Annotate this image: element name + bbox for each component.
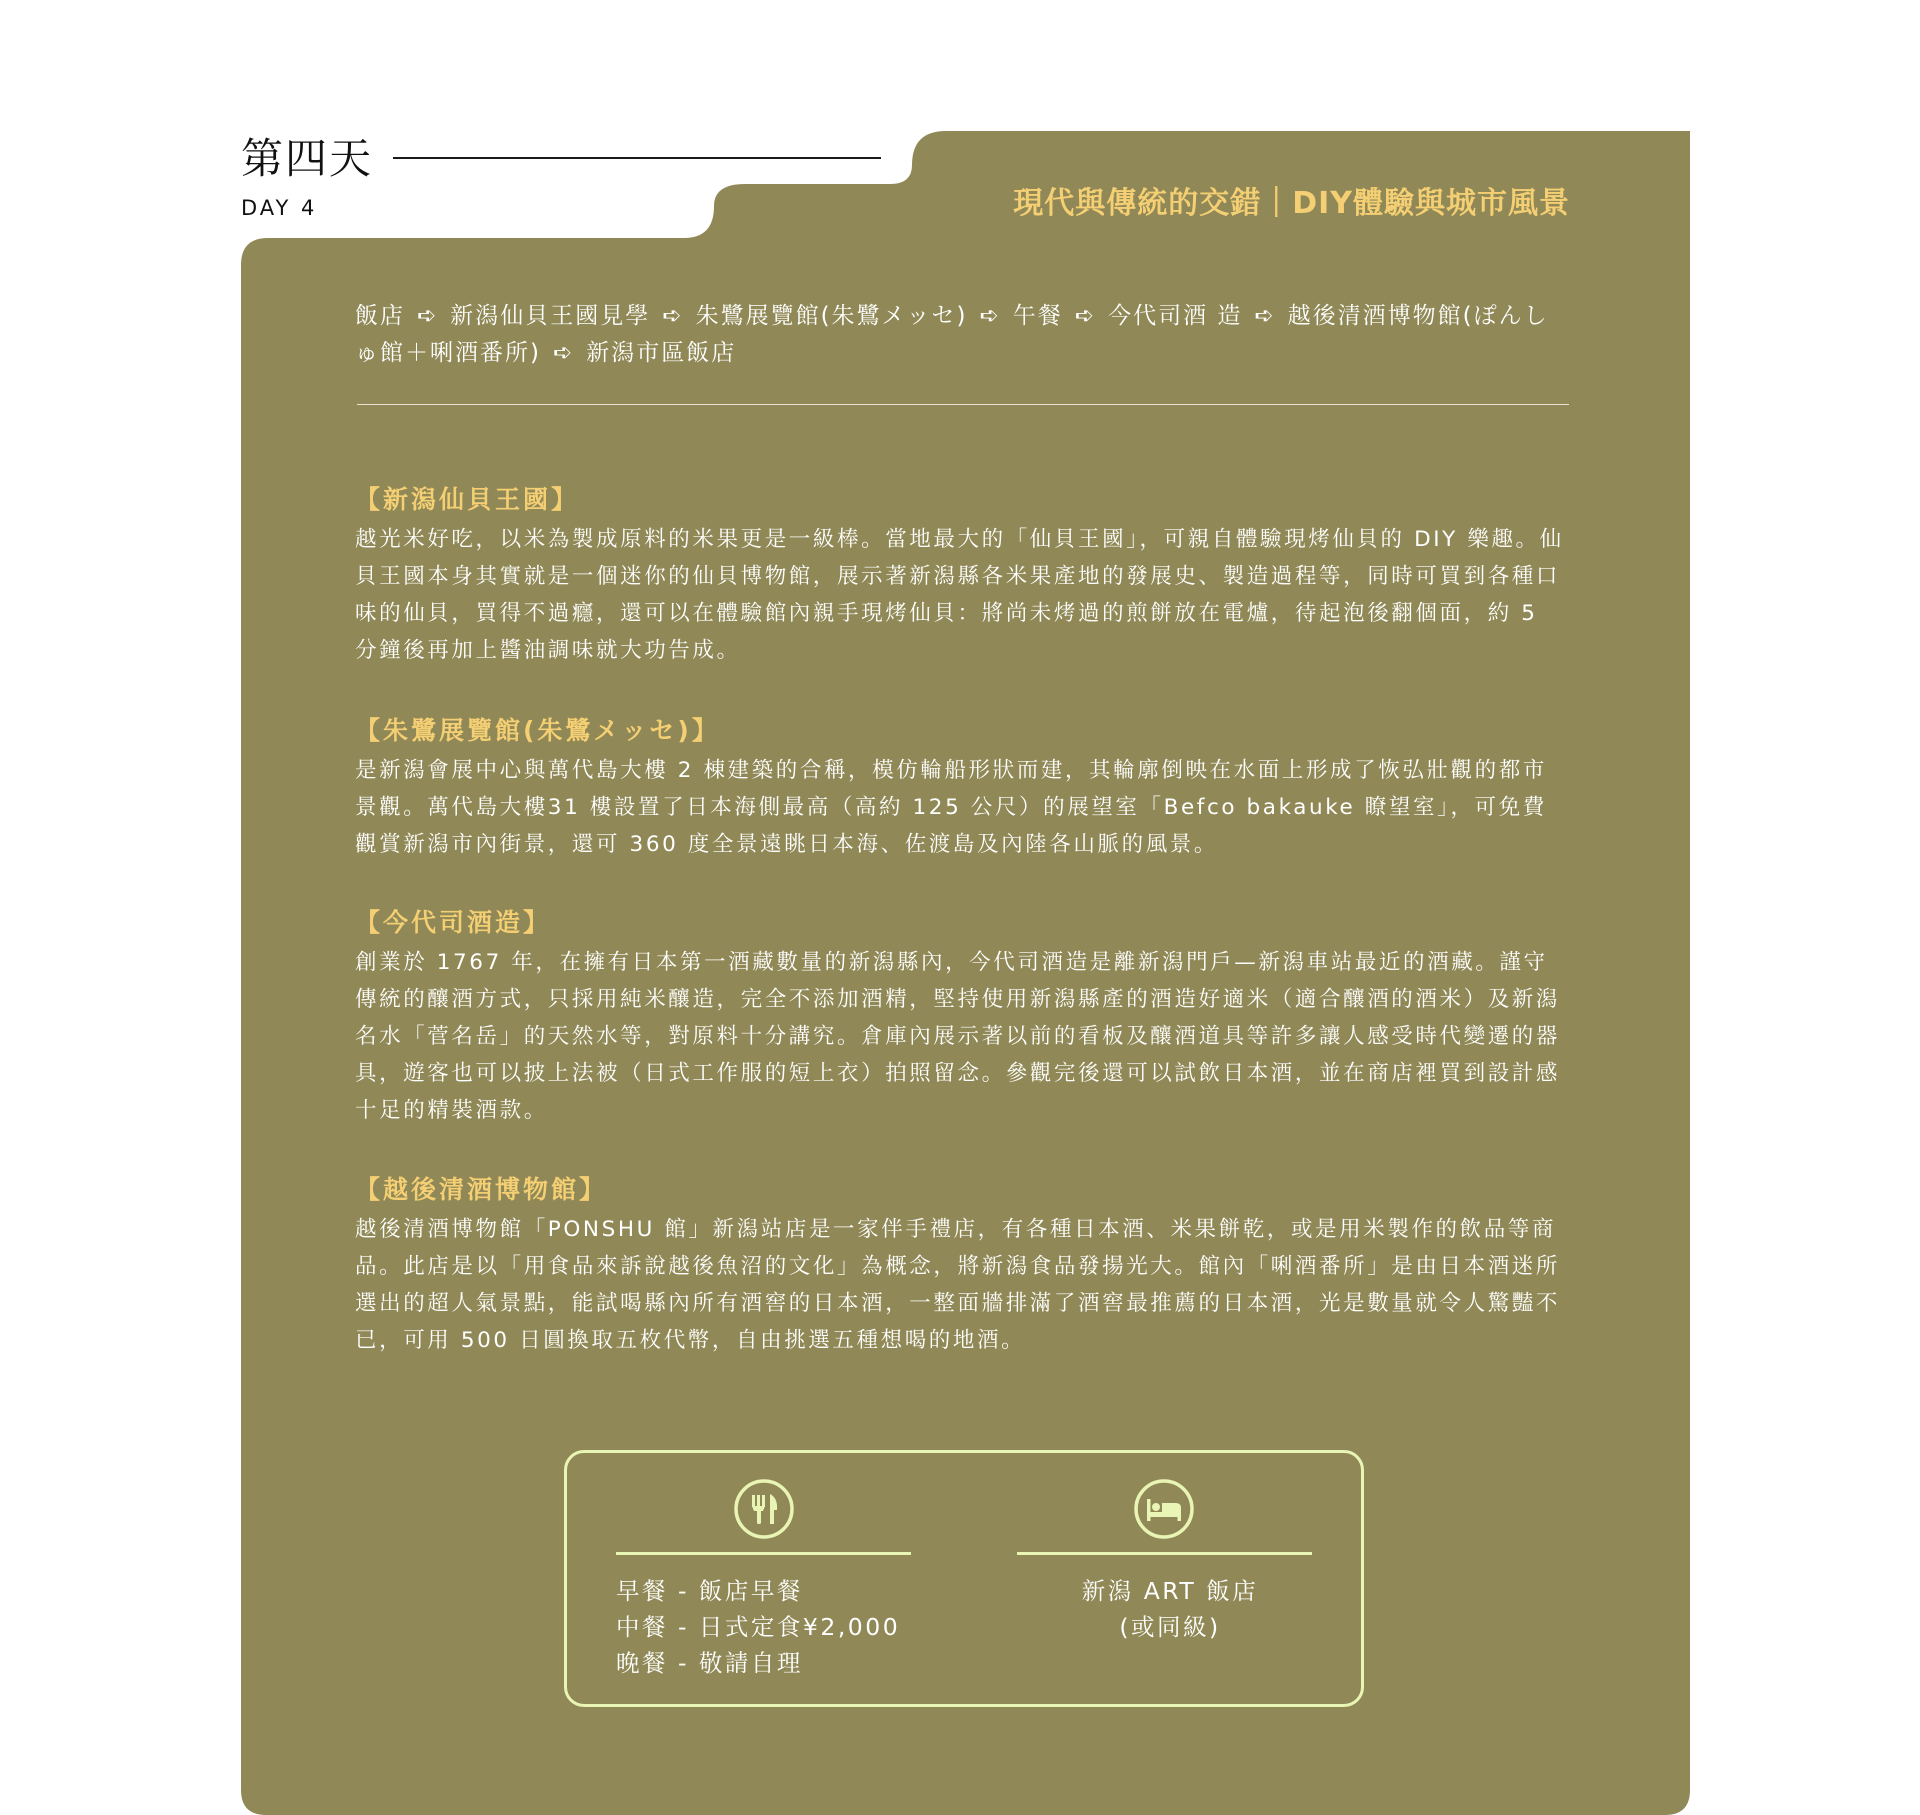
day-title: 第四天 [241,134,374,183]
meal-list [616,1573,900,1681]
bed-icon [1133,1478,1195,1540]
section-body: 越光米好吃，以米為製成原料的米果更是一級棒。當地最大的「仙貝王國」，可親自體驗現烤仙貝的 DIY 樂趣。仙貝王國本身其實就是一個迷你的仙貝博物館，展示著新潟縣各米果產地的發展史、製造過程等，同時可買到各種口味的仙貝，買得不過癮，還可以在體驗館內親手現烤仙貝：將尚未烤過的煎餅放在電爐，待起泡後翻個面，約 5 分鐘後再加上醬油調味就大功告成。 [355,527,1564,663]
route-step: 越後清酒博物館(ぽんしゅ館＋唎酒番所) [355,303,1549,366]
route-step: 朱鷺展覽館(朱鷺メッセ) [695,303,968,329]
section-title: 【今代司酒造】 [355,908,552,937]
route-step: 新潟市區飯店 [586,340,737,366]
meal-breakfast: 早餐 - 飯店早餐 [616,1577,803,1605]
title-rule [393,157,881,159]
day-subtitle: 現代與傳統的交錯｜DIY體驗與城市風景 [1013,186,1570,221]
fork-knife-icon [733,1478,795,1540]
route-list [355,298,1565,372]
section-ponshukan [355,1172,1570,1359]
hotel-note: (或同級) [1119,1613,1221,1641]
section-title: 【朱鷺展覽館(朱鷺メッセ)】 [355,716,720,745]
right-arrow-icon: ➪ [417,303,439,329]
hotel-name: 新潟 ART 飯店 [1081,1577,1259,1605]
right-arrow-icon: ➪ [1074,303,1097,329]
meal-lunch: 中餐 - 日式定食¥2,000 [616,1613,901,1641]
section-toki-messe [355,713,1570,863]
meal-dinner: 晚餐 - 敬請自理 [616,1649,803,1677]
section-title: 【新潟仙貝王國】 [355,485,580,514]
route-step: 新潟仙貝王國見學 [450,303,651,329]
route-step: 今代司酒 造 [1108,303,1243,329]
route-divider [357,404,1569,405]
hotel-rule [1017,1552,1312,1555]
right-arrow-icon: ➪ [1254,303,1276,329]
meal-rule [616,1552,911,1555]
section-body: 創業於 1767 年，在擁有日本第一酒藏數量的新潟縣內，今代司酒造是離新潟門戶—新潟車站最近的酒藏。謹守傳統的釀酒方式，只採用純米釀造，完全不添加酒精，堅持使用新潟縣產的酒造好適米（適合釀酒的酒米）及新潟名水「菅名岳」的天然水等，對原料十分講究。倉庫內展示著以前的看板及釀酒道具等許多讓人感受時代變遷的器具，遊客也可以披上法被（日式工作服的短上衣）拍照留念。參觀完後還可以試飲日本酒，並在商店裡買到設計感十足的精裝酒款。 [355,950,1561,1123]
right-arrow-icon: ➪ [662,303,684,329]
day-label: DAY 4 [241,196,318,220]
section-body: 越後清酒博物館「PONSHU 館」新潟站店是一家伴手禮店，有各種日本酒、米果餅乾，或是用米製作的飲品等商品。此店是以「用食品來訴說越後魚沼的文化」為概念，將新潟食品發揚光大。館內「唎酒番所」是由日本酒迷所選出的超人氣景點，能試喝縣內所有酒窖的日本酒，一整面牆排滿了酒窖最推薦的日本酒，光是數量就令人驚豔不已，可用 500 日圓換取五枚代幣，自由挑選五種想喝的地酒。 [355,1217,1561,1353]
hotel-info [1020,1573,1320,1645]
section-senbei-kingdom [355,482,1570,669]
route-step: 飯店 [355,303,405,329]
right-arrow-icon: ➪ [552,340,575,366]
right-arrow-icon: ➪ [979,303,1001,329]
section-title: 【越後清酒博物館】 [355,1175,608,1204]
section-imayotsukasa-brewery [355,905,1570,1129]
route-step: 午餐 [1012,303,1063,329]
section-body: 是新潟會展中心與萬代島大樓 2 棟建築的合稱，模仿輪船形狀而建，其輪廓倒映在水面上形成了恢弘壯觀的都市景觀。萬代島大樓31 樓設置了日本海側最高（高約 125 公尺）的展望室「Befco bakauke 瞭望室」，可免費觀賞新潟市內街景，還可 360 度全景遠眺日本海、佐渡島及內陸各山脈的風景。 [355,758,1547,857]
